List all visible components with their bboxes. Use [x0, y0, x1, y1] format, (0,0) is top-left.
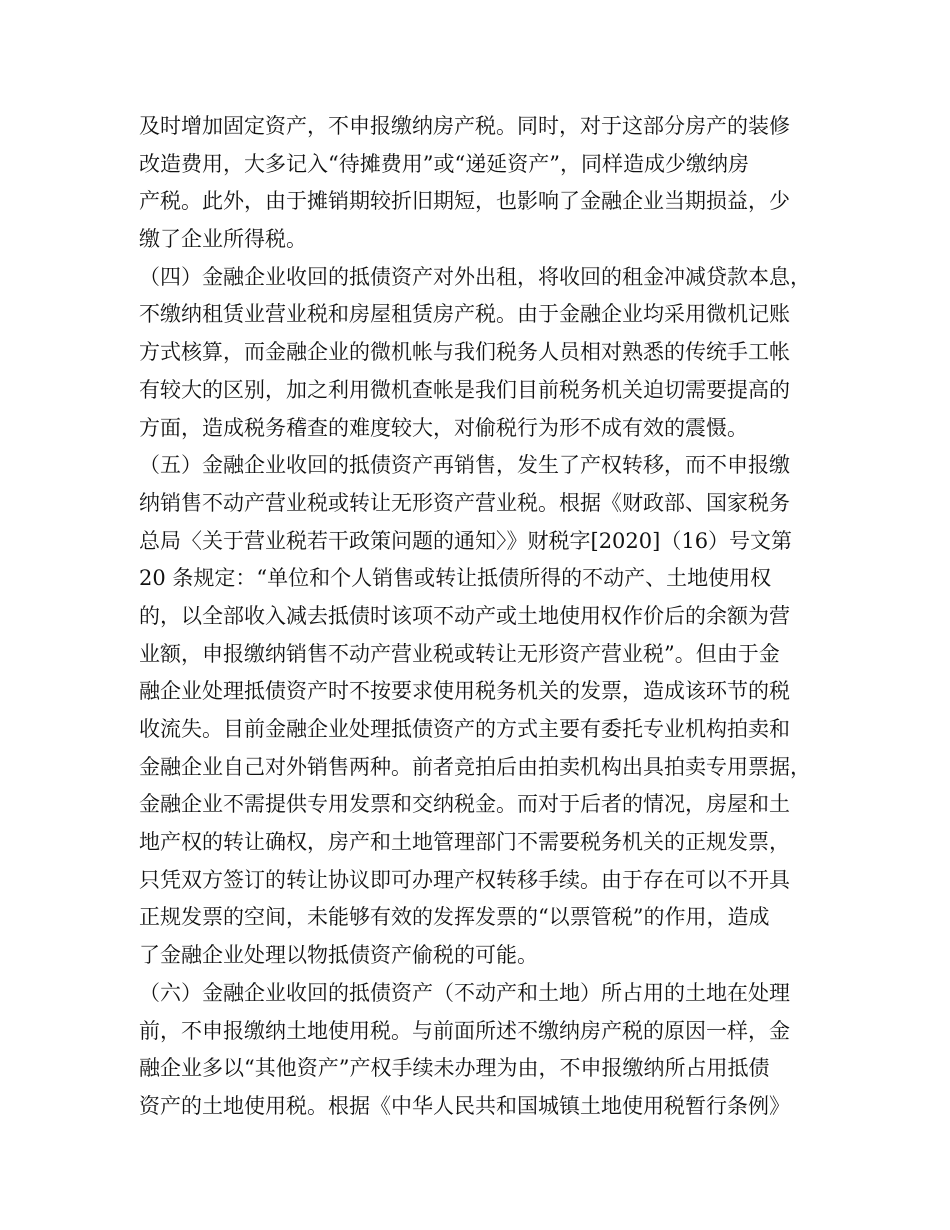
text-line: 融企业处理抵债资产时不按要求使用税务机关的发票，造成该环节的税 — [139, 679, 790, 704]
text-line: 总局〈关于营业税若干政策问题的通知〉》财税字[2020]（16）号文第 — [139, 528, 793, 553]
text-line: 资产的土地使用税。根据《中华人民共和国城镇土地使用税暂行条例》 — [139, 1093, 790, 1118]
text-line: 前，不申报缴纳土地使用税。与前面所述不缴纳房产税的原因一样，金 — [139, 1018, 790, 1043]
text-line: 地产权的转让确权，房产和土地管理部门不需要税务机关的正规发票， — [139, 830, 790, 855]
text-line: 改造费用，大多记入“待摊费用”或“递延资产”，同样造成少缴纳房 — [139, 151, 749, 176]
text-line: （五）金融企业收回的抵债资产再销售，发生了产权转移，而不申报缴 — [139, 453, 790, 478]
text-line: 不缴纳租赁业营业税和房屋租赁房产税。由于金融企业均采用微机记账 — [139, 302, 790, 327]
text-line: （六）金融企业收回的抵债资产（不动产和土地）所占用的土地在处理 — [139, 980, 790, 1005]
text-line: 业额，申报缴纳销售不动产营业税或转让无形资产营业税”。但由于金 — [139, 641, 780, 666]
text-line: 方式核算，而金融企业的微机帐与我们税务人员相对熟悉的传统手工帐 — [139, 340, 790, 365]
text-line: 有较大的区别，加之利用微机查帐是我们目前税务机关迫切需要提高的 — [139, 377, 790, 402]
text-line: 金融企业自己对外销售两种。前者竞拍后由拍卖机构出具拍卖专用票据， — [139, 754, 811, 779]
text-line: 缴了企业所得税。 — [139, 227, 307, 252]
body-text — [139, 108, 829, 1126]
text-line: 纳销售不动产营业税或转让无形资产营业税。根据《财政部、国家税务 — [139, 490, 790, 515]
text-line: （四）金融企业收回的抵债资产对外出租，将收回的租金冲减贷款本息， — [139, 264, 811, 289]
text-line: 方面，造成税务稽查的难度较大，对偷税行为形不成有效的震慑。 — [139, 415, 748, 440]
text-line: 的，以全部收入减去抵债时该项不动产或土地使用权作价后的余额为营 — [139, 603, 790, 628]
text-line: 产税。此外，由于摊销期较折旧期短，也影响了金融企业当期损益，少 — [139, 189, 790, 214]
text-line: 了金融企业处理以物抵债资产偷税的可能。 — [139, 943, 538, 968]
text-line: 收流失。目前金融企业处理抵债资产的方式主要有委托专业机构拍卖和 — [139, 717, 790, 741]
text-line: 只凭双方签订的转让协议即可办理产权转移手续。由于存在可以不开具 — [139, 867, 790, 892]
text-line: 融企业多以“其他资产”产权手续未办理为由，不申报缴纳所占用抵债 — [139, 1056, 770, 1081]
text-line: 20 条规定：“单位和个人销售或转让抵债所得的不动产、土地使用权 — [139, 566, 772, 591]
text-line: 金融企业不需提供专用发票和交纳税金。而对于后者的情况，房屋和土 — [139, 792, 790, 817]
text-line: 正规发票的空间，未能够有效的发挥发票的“以票管税”的作用，造成 — [139, 905, 770, 930]
text-line: 及时增加固定资产，不申报缴纳房产税。同时，对于这部分房产的装修 — [139, 114, 790, 138]
